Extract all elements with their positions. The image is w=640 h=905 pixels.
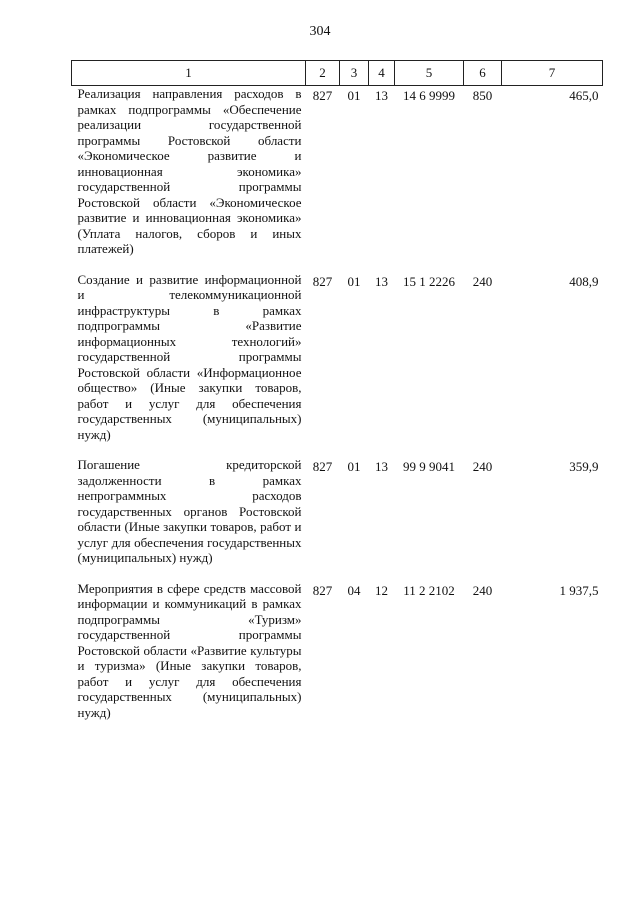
row-expense-type: 240 xyxy=(472,582,493,598)
row-amount: 408,9 xyxy=(569,273,599,289)
table-row xyxy=(72,272,603,443)
row-description: Погашение кредиторской задолженности в рамках непрограммных расходов государственных органов Ростовской области (Иные закупки товаров, работ и услуг для обеспечения государственных (муниципальных) нужд) xyxy=(77,457,302,565)
table-row xyxy=(72,581,603,721)
row-amount: 359,9 xyxy=(569,459,599,474)
row-target: 99 9 9041 xyxy=(403,459,455,474)
row-target: 14 6 9999 xyxy=(403,88,455,103)
row-target: 11 2 2102 xyxy=(403,582,455,598)
header-cell-5: 5 xyxy=(395,61,464,86)
header-row xyxy=(72,61,603,86)
row-expense-type: 850 xyxy=(472,88,493,103)
row-subsection: 13 xyxy=(375,273,388,289)
row-section: 01 xyxy=(347,273,361,289)
header-cell-2: 2 xyxy=(306,61,340,86)
row-section: 01 xyxy=(347,459,361,474)
row-amount: 1 937,5 xyxy=(559,582,599,598)
row-subsection: 13 xyxy=(375,88,388,103)
row-description: Создание и развитие информационной и телекоммуникационной инфраструктуры в рамках подпрограммы «Развитие информационных технологий» государственной программы Ростовской области «Информационное общество» (Иные закупки товаров, работ и услуг для обеспечения государственных (муниципальных) нужд) xyxy=(77,271,302,442)
row-subsection: 13 xyxy=(375,459,388,474)
table-row xyxy=(72,457,603,566)
row-ministry: 827 xyxy=(312,273,333,289)
row-amount: 465,0 xyxy=(569,88,599,103)
row-description: Реализация направления расходов в рамках подпрограммы «Обеспечение реализации государственной программы Ростовской области «Экономическое развитие и инновационная экономика» государственной программы Ростовской области «Экономическое развитие и инновационная экономика» (Уплата налогов, сборов и иных платежей) xyxy=(77,86,302,256)
budget-table xyxy=(71,60,603,720)
row-ministry: 827 xyxy=(312,459,333,474)
table-row xyxy=(72,86,603,257)
header-cell-1: 1 xyxy=(72,61,306,86)
row-description: Мероприятия в сфере средств массовой информации и коммуникаций в рамках подпрограммы «Туризм» государственной программы Ростовской области «Развитие культуры и туризма» (Иные закупки товаров, работ и услуг для обеспечения государственных (муниципальных) нужд) xyxy=(77,580,302,720)
row-section: 01 xyxy=(347,88,361,103)
row-expense-type: 240 xyxy=(472,273,493,289)
row-expense-type: 240 xyxy=(472,459,493,474)
header-cell-7: 7 xyxy=(502,61,603,86)
row-ministry: 827 xyxy=(312,582,333,598)
header-cell-6: 6 xyxy=(464,61,502,86)
header-cell-3: 3 xyxy=(340,61,369,86)
row-target: 15 1 2226 xyxy=(403,273,455,289)
row-subsection: 12 xyxy=(375,582,388,598)
page-number: 304 xyxy=(309,24,331,39)
row-section: 04 xyxy=(347,582,361,598)
header-cell-4: 4 xyxy=(369,61,395,86)
row-ministry: 827 xyxy=(312,88,333,103)
